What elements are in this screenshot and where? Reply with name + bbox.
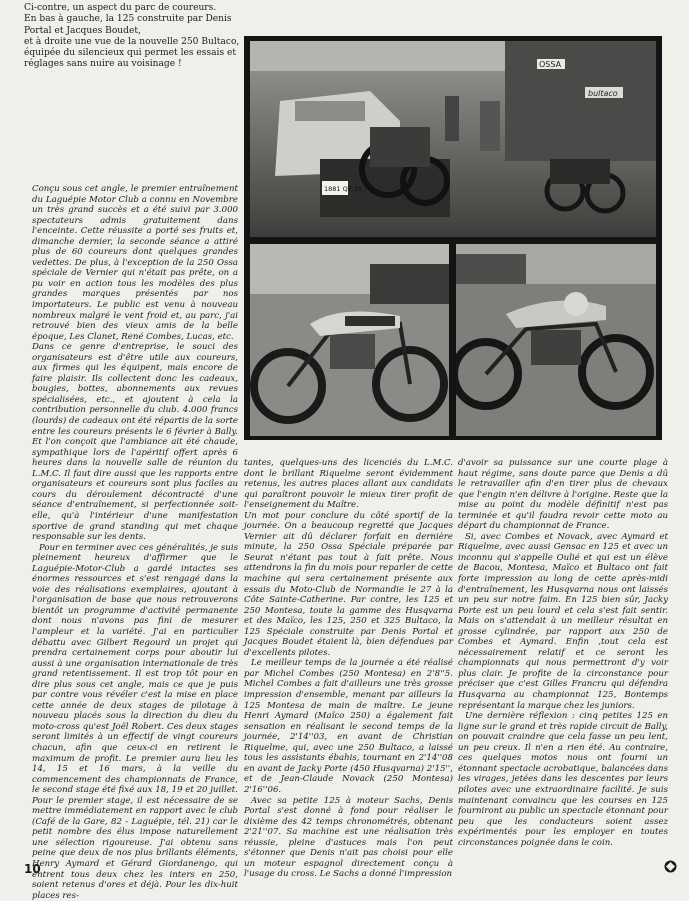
photo-125-portal-boudet bbox=[250, 244, 449, 436]
paragraph: Dans ce genre d'entreprise, le souci des organisateurs est d'être utile aux coureurs, aux firmes qui les équipent, mais encore de faire plaisir. Ils collectent donc les cadeaux, bougies, bottes, abonnements aux revues spécialisées, etc., et ajoutent à cela la contribution personnelle du club. 4.000 francs (lourds) de cadeaux ont été répartis de la sorte entre les coureurs présents le 6 février à Bally. Et l'on conçoit que l'ambiance ait été chaude, sympathique lors de l'apéritif offert après 6 heures dans la nouvelle salle de réunion du L.M.C. Il faut dire aussi que les rapports entre organisateurs et coureurs sont plus faciles au cours du déroulement décontracté d'une séance d'entraînement, si perfectionnée soit-elle, qu'à l'intérieur d'une manifestation sportive de grand standing qui met chaque responsable sur les dents. bbox=[32, 342, 238, 543]
photo-paddock bbox=[250, 41, 656, 237]
paragraph: Si, avec Combes et Novack, avec Aymard et Riquelme, avec aussi Gensac en 125 et avec un inconnu qui s'appelle Oulié et qui est un élève de Bacou, Montesa, Maïco et Bultaco ont fait forte impression au long de cette après-midi d'entraînement, les Husqvarna nous ont laissés un peu sur notre faim. En 125 bien sûr, Jacky Porte est un peu lourd et cela s'est fait sentir. Mais on s'attendait à un meilleur résultat en grosse cylindrée, par rapport aux 250 de Combes et Aymard. Enfin ,tout cela est nécessairement relatif et ce seront les championnats qui nous permettront d'y voir plus clair. Je profite de la circonstance pour préciser que c'est Gilles Francru qui défendra Husqvarna au championnat 125, Bontemps représentant la marque chez les juniors. bbox=[458, 531, 668, 711]
end-mark-icon bbox=[664, 860, 677, 873]
paragraph: Le meilleur temps de la journée a été réalisé par Michel Combes (250 Montesa) en 2'8''5. Michel Combes a fait d'ailleurs une très grosse impression d'ensemble, menant par ailleurs la 125 Montesa de main de maître. Le jeune Henri Aymard (Maïco 250) a également fait sensation en réalisant le second temps de la journée, 2'14''03, en avant de Christian Riquelme, qui, avec une 250 Bultaco, a laissé tous les assistants ébahis, tournant en 2'14''08 en avant de Jacky Porte (450 Husqvarna) 2'15'', et de Jean-Claude Novack (250 Montesa) 2'16''06. bbox=[244, 658, 453, 795]
paragraph: Conçu sous cet angle, le premier entraînement du Laguépie Motor Club a connu en Novembre un très grand succès et a été suivi par 3.000 spectateurs admis gratuitement dans l'enceinte. Cette réussite a porté ses fruits et, dimanche dernier, la seconde séance a attiré plus de 60 coureurs dont quelques grandes vedettes. De plus, à l'exception de la 250 Ossa spéciale de Vernier qui n'était pas prête, on a pu voir en action tous les modèles des plus grandes marques présentés par nos importateurs. Le public est venu à nouveau nombreux malgré le vent froid et, au parc, j'ai retrouvé bien des vieux amis de la belle époque, Les Clanet, René Combes, Lucas, etc. bbox=[32, 184, 238, 342]
paragraph: d'avoir sa puissance sur une courte plage à haut régime, sans doute parce que Denis a dû le retravailler afin d'en tirer plus de chevaux que l'engin n'en délivre à l'origine. Reste que la mise au point du modèle définitif n'est pas terminée et qu'il faudra revoir cette moto au départ du championnat de France. bbox=[458, 458, 668, 532]
banner-ossa: OSSA bbox=[539, 60, 562, 69]
caption-line: En bas à gauche, la 125 construite par Denis Portal et Jacques Boudet, bbox=[24, 14, 232, 36]
photo-250-bultaco bbox=[456, 244, 656, 436]
banner-bultaco: bultaco bbox=[588, 89, 618, 98]
paragraph: Un mot pour conclure du côté sportif de la journée. On a beaucoup regretté que Jacques Vernier ait dû déclarer forfait en dernière minute, la 250 Ossa Spéciale préparée par Seurat n'étant pas tout à fait prête. Nous attendrons la fin du mois pour reparler de cette machine qui sera certainement présente aux essais du Moto-Club de Normandie le 27 à la Côte Sainte-Catherine. Par contre, les 125 et 250 Montesa, toute la gamme des Husqvarna et des Maïco, les 125, 250 et 325 Bultaco, la 125 Spéciale construite par Denis Portal et Jacques Boudet étaient là, bien défendues par d'excellents pilotes. bbox=[244, 510, 453, 658]
page-number: 10 bbox=[24, 862, 41, 876]
plate-text: 1881 QT 31 bbox=[324, 185, 363, 193]
caption-line: Ci-contre, un aspect du parc de coureurs. bbox=[24, 3, 217, 13]
paragraph: Une dernière réflexion : cinq petites 125 en ligne sur le grand et très rapide circuit de Bally, on pouvait craindre que cela fasse un peu lent, un peu creux. Il n'en a rien été. Au contraire, ces quelques motos nous ont fourni un étonnant spectacle acrobatique, balancées dans les virages, jetées dans les descentes par leurs pilotes avec une extraordinaire facilité. Je suis maintenant convaincu que les courses en 125 fourniront au public un spectacle étonnant pour peu que les conducteurs soient assez expérimentés pour les employer en toutes circonstances poignée dans le coin. bbox=[458, 711, 668, 848]
caption-line: et à droite une vue de la nouvelle 250 Bultaco, équipée du silencieux qui permet les essais et réglages sans nuire au voisinage ! bbox=[24, 36, 240, 70]
article-column-1 bbox=[32, 184, 238, 901]
article-column-3 bbox=[458, 458, 668, 848]
paragraph: Pour en terminer avec ces généralités, je suis pleinement heureux d'affirmer que le Laguépie-Motor-Club a gardé intactes ses énormes ressources et s'est rengagé dans la voie des réalisations exemplaires, ajoutant à l'organisation de base que nous retrouverons bientôt un programme d'activité permanente dont nous n'avons pas fini de mesurer l'ampleur et la variété. J'ai en particulier débattu avec Gilbert Regourd un projet qui prendra certainement corps pour aboutir lui aussi à une organisation internationale de très grand retentissement. Il est trop tôt pour en dire plus sous cet angle, mais ce que je puis par contre vous révéler c'est la mise en place cette année de deux stages de pilotage à nouveau placés sous la direction du dieu du moto-cross qu'est Joël Robert. Ces deux stages seront limités à un effectif de vingt coureurs chacun, afin que ceux-ci en retirent le maximum de profit. Le premier aura lieu les 14, 15 et 16 mars, à la veille du commencement des championnats de France, le second stage été fixé aux 18, 19 et 20 juillet. Pour le premier stage, il est nécessaire de se mettre immédiatement en rapport avec le club (Café de la Gare, 82 - Laguépie, tél. 21) car le petit nombre des élus impose naturellement une sélection rigoureuse. J'ai obtenu sans peine que deux de nos plus brillants éléments, Henry Aymard et Gérard Giordanengo, qui entrent tous deux chez les inters en 250, soient retenus d'ores et déjà. Pour les dix-huit places res- bbox=[32, 542, 238, 901]
photo-caption bbox=[24, 3, 249, 71]
paragraph: tantes, quelques-uns des licenciés du L.M.C. dont le brillant Riquelme seront évidemment retenus, les autres places allant aux candidats qui paraîtront pouvoir le mieux tirer profit de l'enseignement du Maître. bbox=[244, 458, 453, 511]
article-column-2 bbox=[244, 458, 453, 880]
paragraph: Avec sa petite 125 à moteur Sachs, Denis Portal s'est donné à fond pour réaliser le dixième des 42 temps chronométrés, obtenant 2'21''07. Sa machine est une réalisation très réussie, pleine d'astuces mais l'on peut s'étonner que Denis n'ait pas choisi pour elle un moteur espagnol directement conçu à l'usage du cross. Le Sachs a donné l'impression bbox=[244, 795, 453, 880]
